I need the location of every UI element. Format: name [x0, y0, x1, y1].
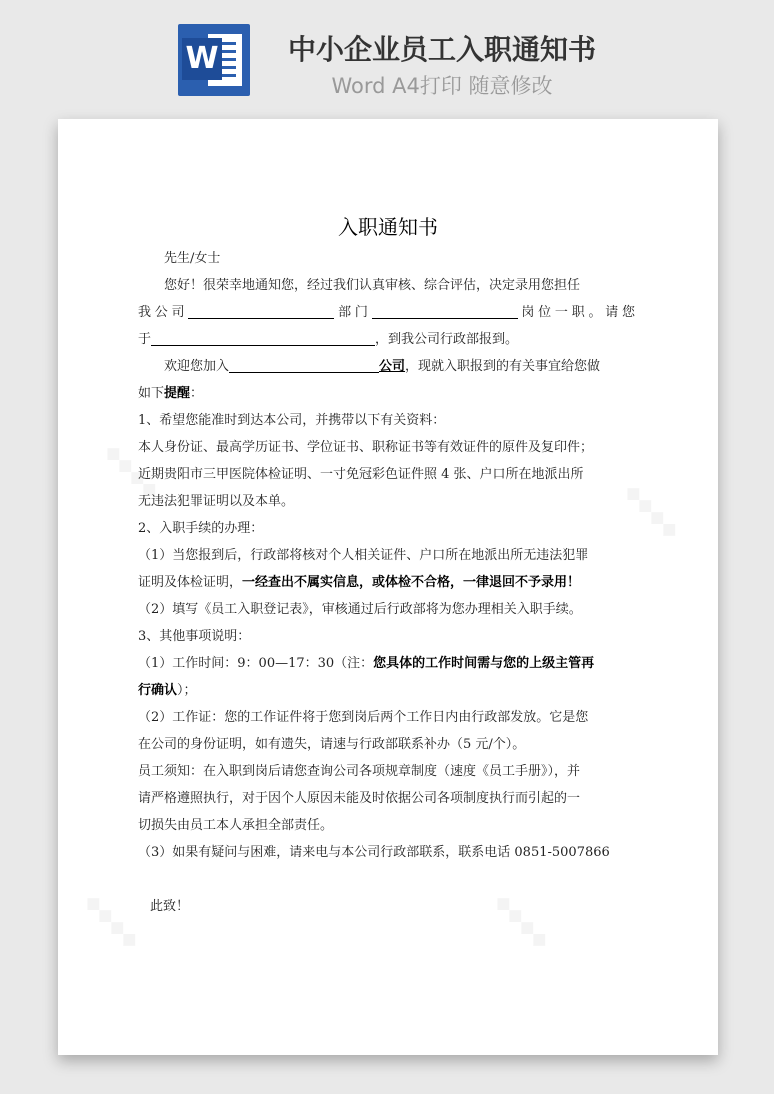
paragraph: 如下提醒： [138, 386, 204, 401]
paragraph: 欢迎您加入 公司，现就入职报到的有关事宜给您做 [138, 353, 635, 380]
paragraph: 切损失由员工本人承担全部责任。 [138, 818, 334, 833]
paragraph: 员工须知：在入职到岗后请您查询公司各项规章制度（速度《员工手册》），并 [138, 764, 581, 779]
document-body [138, 245, 635, 920]
department-blank[interactable] [188, 302, 334, 319]
word-icon [178, 24, 250, 96]
closing: 此致！ [150, 899, 190, 914]
section-heading: 1、希望您能准时到达本公司，并携带以下有关资料： [138, 413, 446, 428]
banner-title: 中小企业员工入职通知书 [287, 33, 596, 66]
blank-line [138, 866, 635, 893]
banner-subtitle: Word A4打印 随意修改 [331, 74, 553, 98]
company-blank[interactable] [229, 356, 379, 373]
watermark [79, 889, 145, 955]
salutation: 先生/女士 [164, 251, 221, 266]
paragraph: 无违法犯罪证明以及本单。 [138, 494, 295, 509]
document-page [58, 119, 718, 1055]
paragraph: 请严格遵照执行，对于因个人原因未能及时依据公司各项制度执行而引起的一 [138, 791, 581, 806]
paragraph: 近期贵阳市三甲医院体检证明、一寸免冠彩色证件照 4 张、户口所在地派出所 [138, 467, 584, 482]
paragraph: （2）工作证：您的工作证件将于您到岗后两个工作日内由行政部发放。它是您 [138, 710, 589, 725]
paragraph: （1）工作时间：9：00—17：30（注：您具体的工作时间需与您的上级主管再 [138, 656, 595, 671]
paragraph: 证明及体检证明，一经查出不属实信息，或体检不合格，一律退回不予录用！ [138, 575, 581, 590]
header-banner [0, 0, 774, 110]
document-title: 入职通知书 [338, 215, 438, 239]
paragraph: 本人身份证、最高学历证书、学位证书、职称证书等有效证件的原件及复印件； [138, 440, 594, 455]
section-heading: 2、入职手续的办理： [138, 521, 264, 536]
paragraph: （1）当您报到后，行政部将核对个人相关证件、户口所在地派出所无违法犯罪 [138, 548, 589, 563]
paragraph: （2）填写《员工入职登记表》，审核通过后行政部将为您办理相关入职手续。 [138, 602, 582, 617]
paragraph: 于 ，到我公司行政部报到。 [138, 326, 635, 353]
paragraph: （3）如果有疑问与困难，请来电与本公司行政部联系，联系电话 0851-5007866 [138, 845, 610, 860]
paragraph: 在公司的身份证明，如有遗失，请速与行政部联系补办（5 元/个）。 [138, 737, 526, 752]
paragraph: 行确认）； [138, 683, 197, 698]
paragraph: 我公司 部门 岗位一职。请您 [138, 299, 635, 326]
paragraph: 您好！很荣幸地通知您，经过我们认真审核、综合评估，决定录用您担任 [164, 278, 581, 293]
position-blank[interactable] [372, 302, 518, 319]
word-letter: W [182, 38, 222, 80]
section-heading: 3、其他事项说明： [138, 629, 251, 644]
date-blank[interactable] [151, 329, 375, 346]
